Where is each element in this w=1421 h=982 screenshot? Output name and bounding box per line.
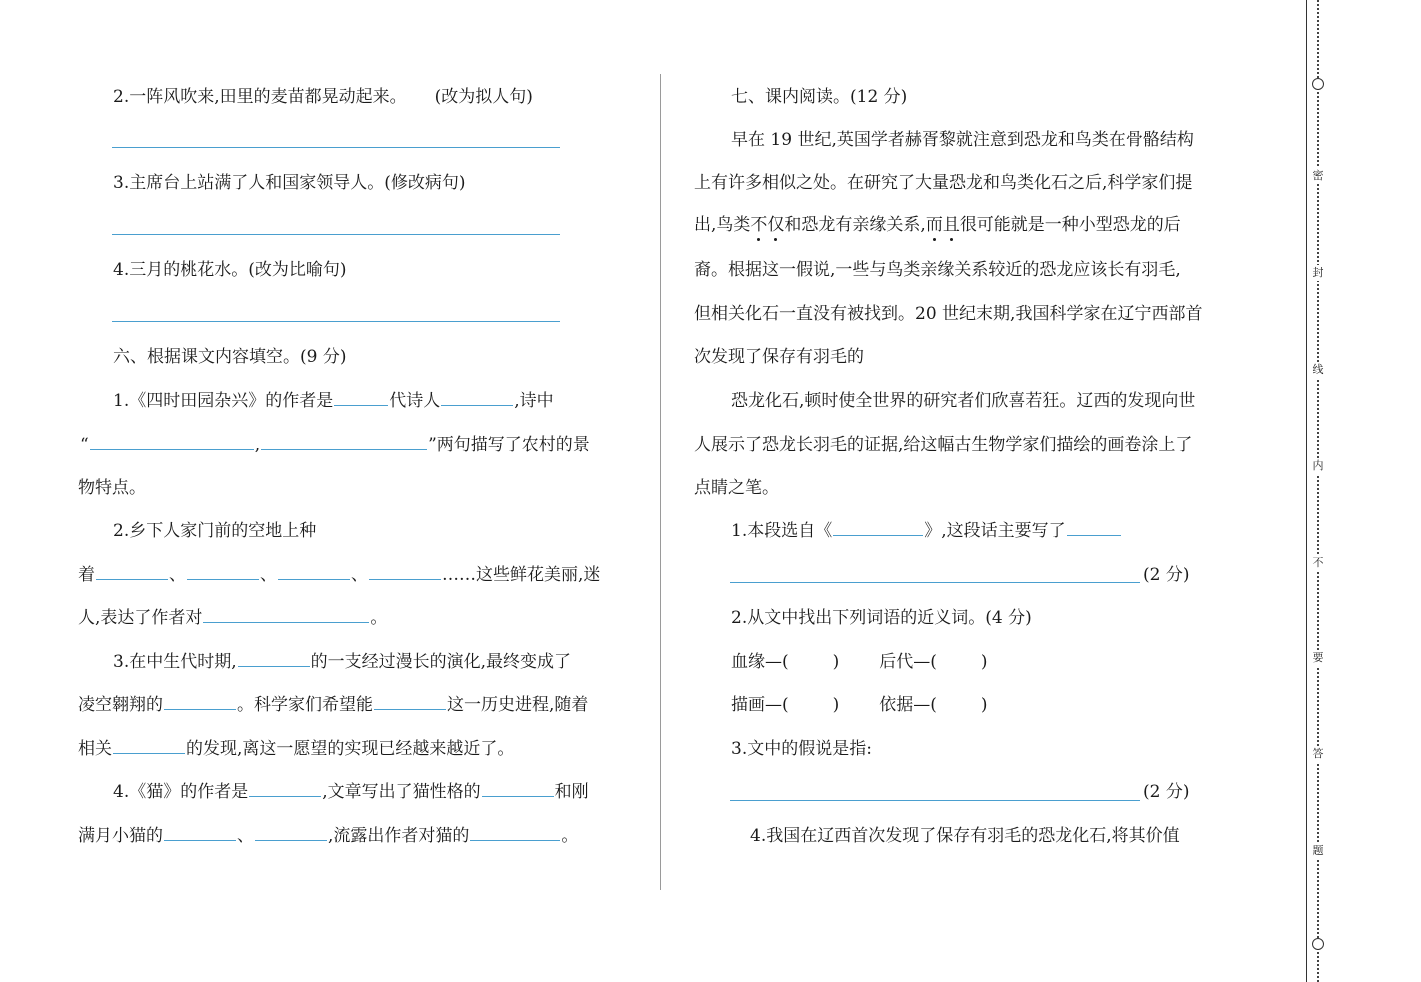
s6-item3-line2 — [78, 693, 588, 717]
reading-q1 — [731, 519, 1122, 543]
binding-char-6: 要 — [1312, 651, 1324, 664]
blank-flower-1[interactable] — [96, 563, 168, 580]
column-divider — [660, 74, 661, 890]
s6-i2-text-e: 人,表达了作者对 — [78, 608, 203, 628]
s6-i3-text-a: 3.在中生代时期, — [113, 652, 237, 672]
binding-char-5: 不 — [1312, 556, 1324, 569]
blank-source[interactable] — [833, 519, 923, 536]
s6-i2-sep-2: 、 — [260, 565, 277, 585]
blank-i4-5[interactable] — [470, 824, 560, 841]
passage-line-1: 早在 19 世纪,英国学者赫胥黎就注意到恐龙和鸟类在骨骼结构 — [731, 130, 1194, 150]
passage-line-2: 上有许多相似之处。在研究了大量恐龙和鸟类化石之后,科学家们提 — [694, 173, 1193, 193]
rewrite-q2-note: (改为拟人句) — [434, 87, 533, 107]
answer-line-q3[interactable] — [112, 234, 560, 235]
s6-item4-line2 — [78, 824, 578, 848]
s6-item1-line2 — [80, 433, 590, 457]
section7-heading: 七、课内阅读。(12 分) — [731, 87, 908, 107]
passage-line-3 — [694, 213, 1181, 237]
s6-item4-line1 — [113, 780, 589, 804]
s6-item2-line2 — [78, 563, 600, 587]
s6-i3-text-f: 相关 — [78, 739, 112, 759]
reading-q1-text-b: 》,这段话主要写了 — [924, 521, 1066, 541]
blank-i4-3[interactable] — [164, 824, 236, 841]
s6-item2-line1: 2.乡下人家门前的空地上种 — [113, 521, 317, 541]
s6-item3-line3 — [78, 737, 514, 761]
emphasis-char-bu: 不 — [750, 215, 768, 235]
reading-q2: 2.从文中找出下列词语的近义词。(4 分) — [731, 608, 1032, 628]
s6-item3-line1 — [113, 650, 571, 674]
synonym-miaohua: 描画—( — [731, 695, 789, 715]
answer-line-reading-q3[interactable] — [730, 800, 1140, 801]
s6-item1-line3: 物特点。 — [78, 478, 146, 498]
blank-poet[interactable] — [441, 389, 513, 406]
s6-i2-sep-3: 、 — [351, 565, 368, 585]
blank-i4-1[interactable] — [249, 780, 321, 797]
synonym-row-1 — [731, 650, 988, 674]
blank-i3-3[interactable] — [374, 693, 446, 710]
s6-i1-text-d: “ — [80, 435, 89, 455]
s6-i1-text-f: ”两句描写了农村的景 — [428, 435, 590, 455]
s6-i4-text-e: 、 — [237, 826, 254, 846]
blank-i3-4[interactable] — [113, 737, 185, 754]
binding-solid-line — [1306, 0, 1307, 982]
rewrite-q2 — [113, 85, 533, 109]
passage-l3-a: 出,鸟类 — [694, 215, 751, 235]
synonym-row-2 — [731, 693, 988, 717]
binding-char-7: 答 — [1312, 747, 1324, 760]
s6-i3-text-c: 凌空翱翔的 — [78, 695, 163, 715]
reading-q4: 4.我国在辽西首次发现了保存有羽毛的恐龙化石,将其价值 — [750, 826, 1180, 846]
passage-line-6: 次发现了保存有羽毛的 — [694, 347, 864, 367]
synonym-houdai: 后代—( — [879, 652, 937, 672]
s6-i4-text-g: 。 — [561, 826, 579, 846]
passage-l3-d: 和恐龙有亲缘关系, — [784, 215, 926, 235]
reading-q1-score: (2 分) — [1143, 565, 1190, 585]
synonym-xueyuan: 血缘—( — [731, 652, 789, 672]
blank-i3-2[interactable] — [164, 693, 236, 710]
s6-i1-text-c: ,诗中 — [514, 391, 554, 411]
s6-i4-text-b: ,文章写出了猫性格的 — [322, 782, 481, 802]
synonym-close-3: ) — [832, 695, 840, 715]
s6-i3-text-b: 的一支经过漫长的演化,最终变成了 — [310, 652, 572, 672]
blank-main-idea-start[interactable] — [1067, 519, 1121, 536]
s6-i4-text-f: ,流露出作者对猫的 — [328, 826, 470, 846]
s6-i2-text-b: 着 — [78, 565, 95, 585]
s6-i1-text-a: 1.《四时田园杂兴》的作者是 — [113, 391, 334, 411]
blank-verse-2[interactable] — [261, 433, 427, 450]
reading-q3-score: (2 分) — [1143, 782, 1190, 802]
binding-char-3: 线 — [1312, 363, 1324, 376]
s6-item1-line1 — [113, 389, 554, 413]
s6-i4-text-d: 满月小猫的 — [78, 826, 163, 846]
emphasis-char-er: 而 — [925, 215, 943, 235]
s6-item2-line3 — [78, 606, 387, 630]
s6-i1-text-e: , — [254, 435, 261, 455]
synonym-close-4: ) — [980, 695, 988, 715]
reading-q3: 3.文中的假说是指: — [731, 739, 872, 759]
blank-author[interactable] — [334, 389, 388, 406]
answer-line-reading-q1[interactable] — [730, 582, 1140, 583]
binding-hole-bottom — [1312, 938, 1324, 950]
answer-line-q2[interactable] — [112, 147, 560, 148]
s6-i2-text-d: ……这些鲜花美丽,迷 — [442, 565, 601, 585]
binding-char-2: 封 — [1312, 266, 1324, 279]
s6-i3-text-d: 。科学家们希望能 — [237, 695, 373, 715]
reading-q1-text-a: 1.本段选自《 — [731, 521, 833, 541]
passage-l3-g: 很可能就是一种小型恐龙的后 — [959, 215, 1181, 235]
binding-hole-top — [1312, 78, 1324, 90]
synonym-close-2: ) — [980, 652, 988, 672]
s6-i3-text-e: 这一历史进程,随着 — [447, 695, 589, 715]
s6-i4-text-c: 和刚 — [554, 782, 589, 802]
passage-line-9: 点睛之笔。 — [694, 478, 779, 498]
passage-line-4: 裔。根据这一假说,一些与鸟类亲缘关系较近的恐龙应该长有羽毛, — [694, 260, 1181, 280]
section6-heading: 六、根据课文内容填空。(9 分) — [113, 347, 347, 367]
emphasis-char-qie: 且 — [942, 215, 960, 235]
blank-verse-1[interactable] — [90, 433, 254, 450]
passage-line-7: 恐龙化石,顿时使全世界的研究者们欣喜若狂。辽西的发现向世 — [731, 391, 1196, 411]
blank-i4-4[interactable] — [255, 824, 327, 841]
rewrite-q4: 4.三月的桃花水。(改为比喻句) — [113, 260, 347, 280]
binding-dotted-line — [1317, 0, 1319, 982]
s6-i2-sep-1: 、 — [169, 565, 186, 585]
emphasis-char-jin: 仅 — [767, 215, 785, 235]
blank-flower-2[interactable] — [187, 563, 259, 580]
blank-flower-3[interactable] — [278, 563, 350, 580]
blank-i3-1[interactable] — [238, 650, 310, 667]
answer-line-q4[interactable] — [112, 321, 560, 322]
blank-feeling[interactable] — [203, 606, 369, 623]
blank-flower-4[interactable] — [369, 563, 441, 580]
rewrite-q3: 3.主席台上站满了人和国家领导人。(修改病句) — [113, 173, 466, 193]
binding-char-4: 内 — [1312, 459, 1324, 472]
s6-i3-text-g: 的发现,离这一愿望的实现已经越来越近了。 — [186, 739, 515, 759]
s6-i2-text-f: 。 — [370, 608, 388, 628]
binding-char-8: 题 — [1312, 844, 1324, 857]
synonym-close-1: ) — [832, 652, 840, 672]
s6-i1-text-b: 代诗人 — [389, 391, 441, 411]
passage-line-8: 人展示了恐龙长羽毛的证据,给这幅古生物学家们描绘的画卷涂上了 — [694, 435, 1193, 455]
rewrite-q2-text: 2.一阵风吹来,田里的麦苗都晃动起来。 — [113, 87, 407, 107]
s6-i4-text-a: 4.《猫》的作者是 — [113, 782, 249, 802]
binding-char-1: 密 — [1312, 169, 1324, 182]
blank-i4-2[interactable] — [482, 780, 554, 797]
passage-line-5: 但相关化石一直没有被找到。20 世纪末期,我国科学家在辽宁西部首 — [694, 304, 1203, 324]
synonym-yiju: 依据—( — [879, 695, 937, 715]
